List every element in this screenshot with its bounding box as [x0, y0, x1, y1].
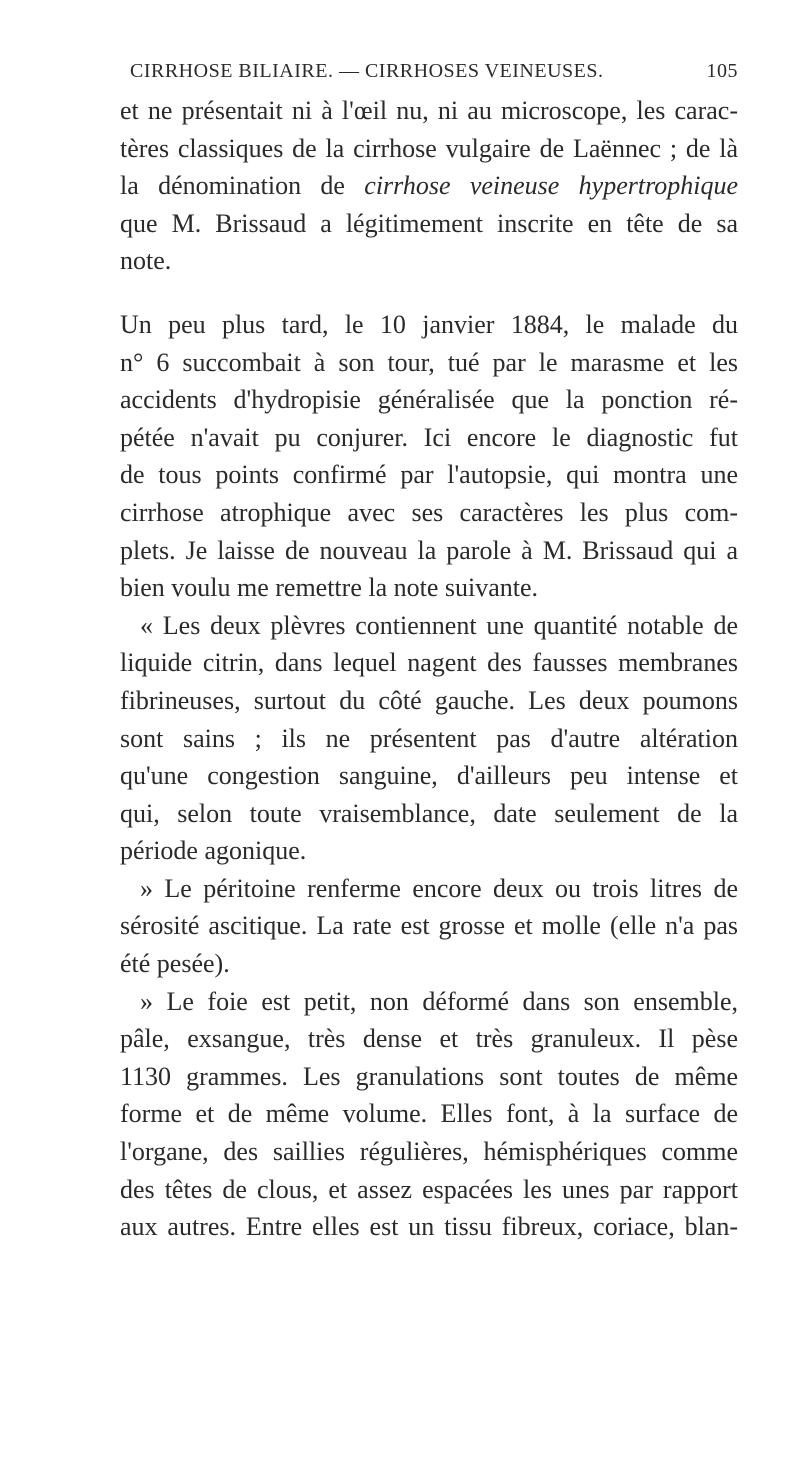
text-line: » Le foie est petit, non déformé dans son ensemble,	[140, 986, 738, 1016]
running-title: CIRRHOSE BILIAIRE. — CIRRHOSES VEINEUSES.	[130, 60, 604, 82]
text-line: que M. Brissaud a légitimement inscrite en tête de sa	[120, 208, 738, 238]
text-line: Un peu plus tard, le 10 janvier 1884, le malade du	[120, 309, 738, 339]
page-number: 105	[706, 60, 738, 82]
text-line: note.	[120, 246, 172, 276]
body-text	[120, 92, 738, 1246]
italic-term: cirrhose veineuse hypertrophique	[364, 171, 739, 201]
paragraph-3	[120, 607, 738, 870]
text-line: 1130 grammes. Les granulations sont toutes de même	[120, 1061, 738, 1091]
paragraph-5	[120, 983, 738, 1246]
text-line: sont sains ; ils ne présentent pas d'autre altération	[120, 723, 738, 753]
text-line: tères classiques de la cirrhose vulgaire de Laënnec ; de là	[120, 133, 738, 163]
text-line: plets. Je laisse de nouveau la parole à M. Brissaud qui a	[120, 535, 738, 565]
text-line: forme et de même volume. Elles font, à la surface de	[120, 1099, 738, 1129]
paragraph-2	[120, 306, 738, 607]
text-line: pétée n'avait pu conjurer. Ici encore le diagnostic fut	[120, 422, 738, 452]
running-head	[120, 60, 740, 90]
text-line: été pesée).	[120, 949, 230, 979]
text-line: cirrhose atrophique avec ses caractères les plus com-	[120, 497, 738, 527]
text-line: « Les deux plèvres contiennent une quantité notable de	[140, 610, 738, 640]
text-line: des têtes de clous, et assez espacées les unes par rapport	[120, 1174, 738, 1204]
text-line	[120, 167, 738, 205]
paragraph-4	[120, 870, 738, 983]
text-line: fibrineuses, surtout du côté gauche. Les deux poumons	[120, 685, 738, 715]
text-line: sérosité ascitique. La rate est grosse et molle (elle n'a pas	[120, 911, 738, 941]
text-line: qui, selon toute vraisemblance, date seulement de la	[120, 798, 738, 828]
text-line: de tous points confirmé par l'autopsie, qui montra une	[120, 460, 738, 490]
text-fragment: la dénomination de	[120, 171, 365, 201]
text-line: période agonique.	[120, 836, 307, 866]
paragraph-1	[120, 92, 738, 280]
text-line: n° 6 succombait à son tour, tué par le marasme et les	[120, 347, 738, 377]
text-line: et ne présentait ni à l'œil nu, ni au microscope, les carac-	[120, 96, 738, 125]
text-line: aux autres. Entre elles est un tissu fibreux, coriace, blan-	[120, 1212, 738, 1242]
text-line: l'organe, des saillies régulières, hémisphériques comme	[120, 1137, 738, 1167]
text-line: pâle, exsangue, très dense et très granuleux. Il pèse	[120, 1024, 738, 1054]
text-line: liquide citrin, dans lequel nagent des fausses membranes	[120, 648, 738, 678]
text-line: qu'une congestion sanguine, d'ailleurs peu intense et	[120, 761, 738, 791]
text-line: » Le péritoine renferme encore deux ou trois litres de	[140, 873, 738, 903]
text-line: bien voulu me remettre la note suivante.	[120, 573, 539, 603]
text-line: accidents d'hydropisie généralisée que la ponction ré-	[120, 385, 738, 415]
